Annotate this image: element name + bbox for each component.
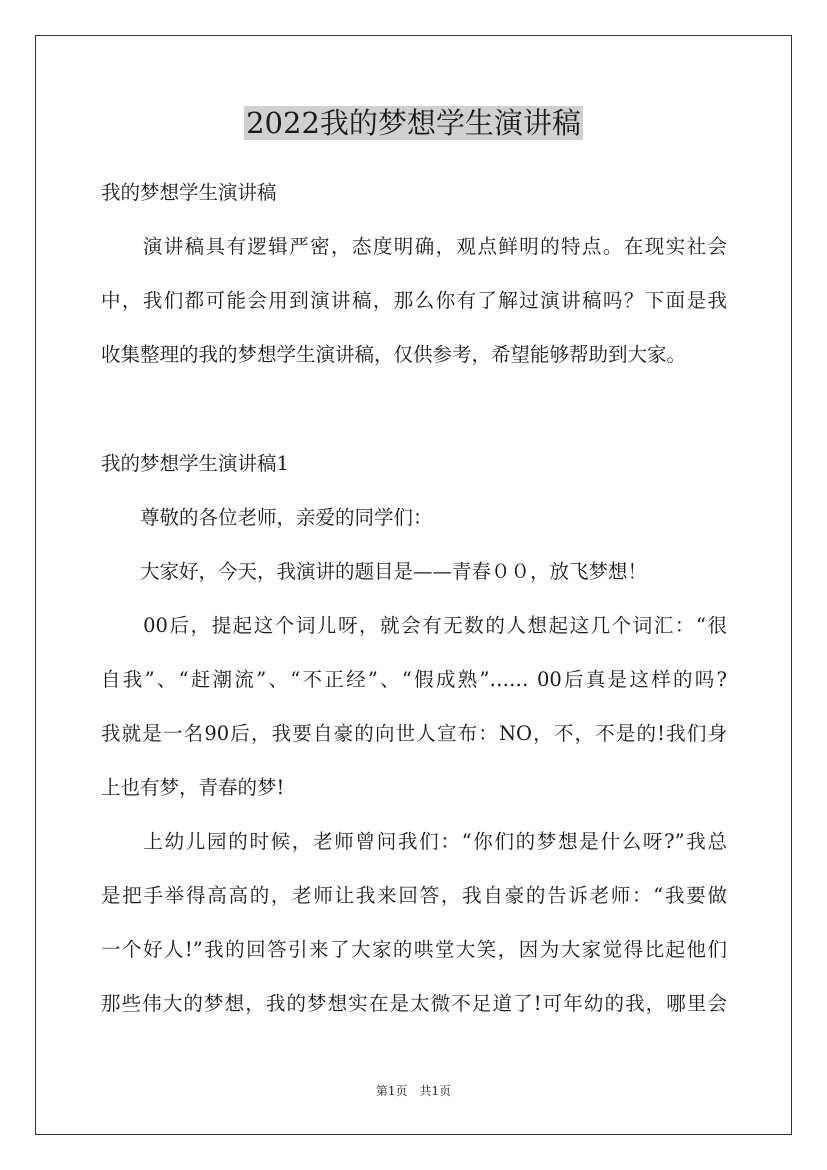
paragraph-line: 那些伟大的梦想，我的梦想实在是太微不足道了!可年幼的我，哪里会 xyxy=(101,992,727,1015)
intro-section xyxy=(101,166,727,220)
paragraph-line: 00后，提起这个词儿呀，就会有无数的人想起这几个词汇：“很 xyxy=(101,614,727,637)
paragraph-line: 上也有梦，青春的梦! xyxy=(101,776,285,799)
paragraph-line: 我就是一名90后，我要自豪的向世人宣布：NO，不，不是的!我们身 xyxy=(101,722,727,745)
paragraph-line: 中，我们都可能会用到演讲稿，那么你有了解过演讲稿吗？下面是我 xyxy=(101,289,727,312)
page-footer: 第1页 共1页 xyxy=(375,1084,452,1098)
section-1 xyxy=(101,437,727,491)
paragraph-line: 上幼儿园的时候，老师曾问我们：“你们的梦想是什么呀?”我总 xyxy=(101,830,727,853)
paragraph-line: 演讲稿具有逻辑严密，态度明确，观点鲜明的特点。在现实社会 xyxy=(101,235,727,258)
document-title xyxy=(0,103,827,143)
document-title-text: 2022我的梦想学生演讲稿 xyxy=(246,106,581,140)
paragraph-line: 一个好人!”我的回答引来了大家的哄堂大笑，因为大家觉得比起他们 xyxy=(101,938,727,961)
paragraph-line: 自我”、“赶潮流”、“不正经”、“假成熟”…… 00后真是这样的吗? xyxy=(101,668,727,691)
intro-paragraph xyxy=(101,220,727,382)
paragraph-line: 是把手举得高高的，老师让我来回答，我自豪的告诉老师：“我要做 xyxy=(101,884,727,907)
section-heading: 我的梦想学生演讲稿1 xyxy=(101,452,289,475)
intro-heading: 我的梦想学生演讲稿 xyxy=(101,181,277,204)
paragraph-line: 收集整理的我的梦想学生演讲稿，仅供参考，希望能够帮助到大家。 xyxy=(101,343,687,366)
speech-body xyxy=(101,491,727,1031)
paragraph-line: 大家好，今天，我演讲的题目是——青春００，放飞梦想！ xyxy=(101,560,648,583)
paragraph-line: 尊敬的各位老师，亲爱的同学们： xyxy=(101,506,433,529)
